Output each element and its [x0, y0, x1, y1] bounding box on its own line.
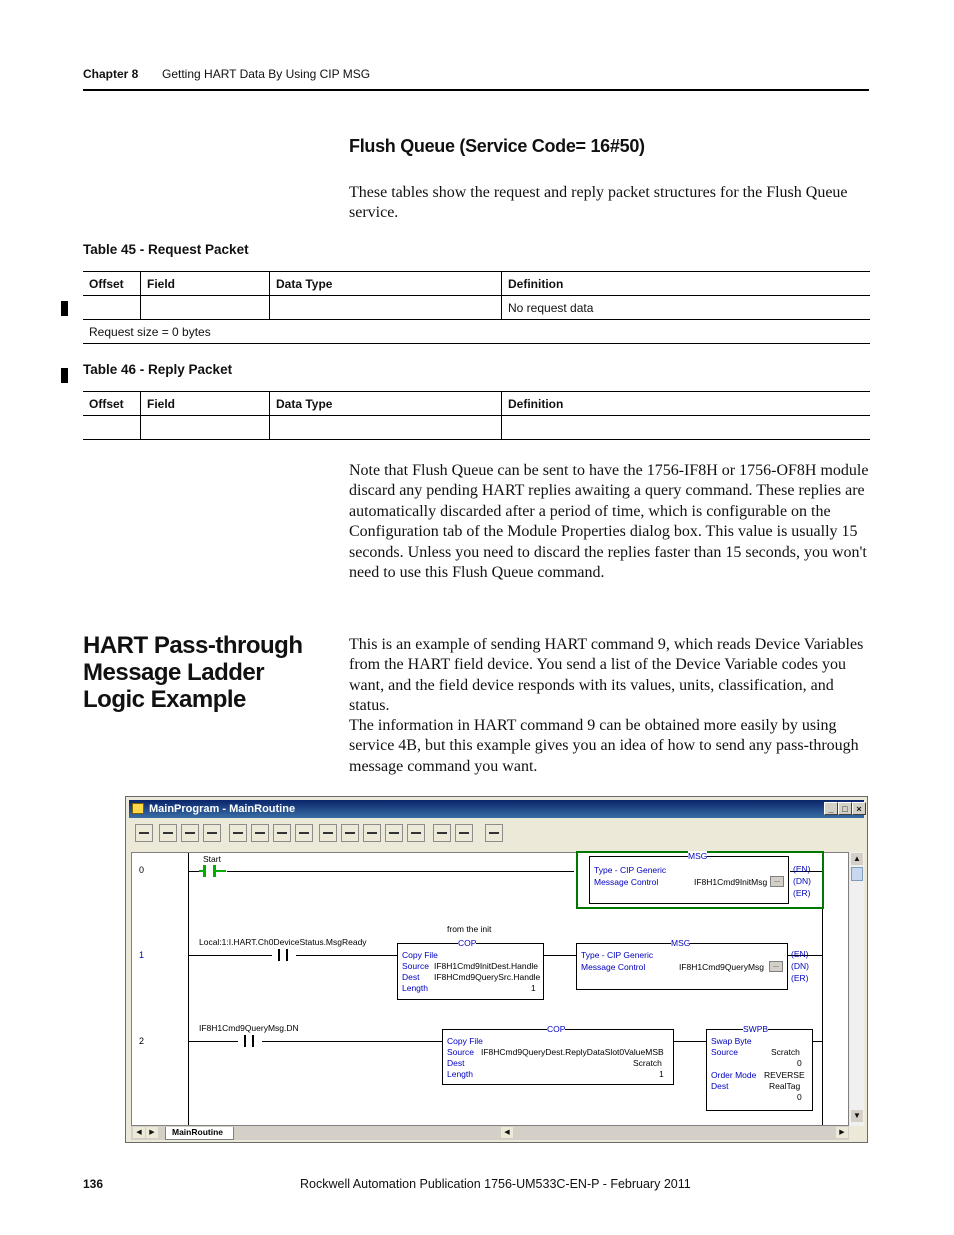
cell-definition — [502, 416, 871, 440]
swpb-source-value: 0 — [797, 1058, 802, 1068]
chapter-title: Getting HART Data By Using CIP MSG — [162, 67, 371, 81]
col-data-type: Data Type — [270, 272, 502, 296]
swpb-source-tag: Scratch — [771, 1047, 800, 1057]
swpb-source-label: Source — [711, 1047, 738, 1057]
msg-instruction[interactable] — [576, 938, 788, 990]
rung-wire — [188, 871, 574, 872]
cell-offset — [83, 296, 141, 320]
jump-icon[interactable] — [455, 824, 473, 842]
reply-packet-table — [83, 391, 870, 440]
xio-icon[interactable] — [229, 824, 247, 842]
afi-icon[interactable] — [385, 824, 403, 842]
example-paragraph-2: The information in HART command 9 can be obtained more easily by using service 4B, but this example gives you an idea of how to send any pass-through message command you want. — [349, 717, 859, 775]
close-button[interactable]: × — [852, 802, 866, 815]
swpb-name: Swap Byte — [711, 1036, 752, 1046]
window-titlebar — [129, 800, 864, 818]
cop-dest-tag: IF8HCmd9QuerySrc.Handle — [434, 972, 541, 982]
intro-paragraph: These tables show the request and reply packet structures for the Flush Queue service. — [349, 184, 848, 222]
header-rule — [83, 89, 869, 91]
cop-name: Copy File — [402, 950, 438, 960]
instruction-toolbar — [129, 821, 864, 847]
cop-dest-label: Dest — [447, 1058, 465, 1068]
table-footer-row — [83, 320, 870, 344]
instruction-title: SWPB — [743, 1024, 769, 1034]
cop-source-label: Source — [447, 1047, 474, 1057]
nop-icon[interactable] — [407, 824, 425, 842]
cop-name: Copy File — [447, 1036, 483, 1046]
rung-comment: from the init — [447, 924, 492, 934]
instruction-title: MSG — [688, 851, 708, 861]
cell-definition: No request data — [502, 296, 871, 320]
msg-type: Type - CIP Generic — [594, 865, 667, 875]
rung-wire — [812, 1041, 822, 1042]
ons-icon[interactable] — [319, 824, 337, 842]
swpb-order-label: Order Mode — [711, 1070, 757, 1080]
tab-mainroutine[interactable]: MainRoutine — [165, 1127, 234, 1140]
scroll-left-icon[interactable]: ◀ — [501, 1127, 513, 1138]
table-row — [83, 416, 870, 440]
request-packet-table — [83, 271, 870, 344]
rung-wire — [543, 955, 577, 956]
cop-source-label: Source — [402, 961, 429, 971]
cop-length-value: 1 — [659, 1069, 664, 1079]
msg-type: Type - CIP Generic — [581, 950, 654, 960]
swpb-dest-value: 0 — [797, 1092, 802, 1102]
table46-caption: Table 46 - Reply Packet — [83, 362, 233, 377]
col-data-type: Data Type — [270, 392, 502, 416]
branch-icon[interactable] — [159, 824, 177, 842]
en-output: (EN) — [793, 864, 811, 874]
cell-field — [141, 416, 270, 440]
tab-and-scroll-bar — [131, 1126, 849, 1140]
otu-icon[interactable] — [295, 824, 313, 842]
col-field: Field — [141, 272, 270, 296]
col-field: Field — [141, 392, 270, 416]
cop-instruction[interactable] — [442, 1024, 674, 1085]
swpb-order-value: REVERSE — [764, 1070, 805, 1080]
app-icon — [132, 803, 144, 814]
rung-number: 1 — [139, 950, 145, 960]
scroll-thumb[interactable] — [851, 867, 863, 881]
section-heading-flush-queue: Flush Queue (Service Code= 16#50) — [349, 136, 645, 156]
tab-next-icon[interactable]: ▶ — [146, 1127, 158, 1138]
msg-control-tag: IF8H1Cmd9InitMsg — [694, 877, 768, 887]
browse-button[interactable]: ... — [770, 876, 784, 887]
table-header-row — [83, 392, 870, 416]
col-offset: Offset — [83, 272, 141, 296]
cop-source-tag: IF8H1Cmd9InitDest.Handle — [434, 961, 538, 971]
example-paragraph-1: This is an example of sending HART command 9, which reads Device Variables from the HART field device. You send a list of the Device Variable codes you want, and the field device responds with its values, units, classification, and status. — [349, 636, 864, 715]
msg-control-tag: IF8H1Cmd9QueryMsg — [679, 962, 765, 972]
cop-dest-tag: Scratch — [633, 1058, 662, 1068]
er-output: (ER) — [793, 888, 811, 898]
publication-line: Rockwell Automation Publication 1756-UM533C-EN-P - February 2011 — [300, 1177, 691, 1191]
rung-icon[interactable] — [135, 824, 153, 842]
er-output: (ER) — [791, 973, 809, 983]
contact-tag: IF8H1Cmd9QueryMsg.DN — [199, 1023, 299, 1033]
chapter-label: Chapter 8 — [83, 67, 139, 81]
cop-length-label: Length — [402, 983, 428, 993]
note-paragraph: Note that Flush Queue can be sent to have the 1756-IF8H or 1756-OF8H module discard any pending HART replies awaiting a query command. These replies are automatically discarded after a period of time, which is configurable on the Configuration tab of the Module Properties dialog box. This value is usually 15 seconds. Unless you need to discard the replies faster than 15 seconds, you won't need to use this Flush Queue command. — [349, 462, 869, 582]
rung-wire — [673, 1041, 706, 1042]
msg-control-label: Message Control — [594, 877, 659, 887]
msg-instruction[interactable] — [589, 851, 789, 904]
scroll-up-icon[interactable]: ▲ — [851, 853, 863, 865]
en-output: (EN) — [791, 949, 809, 959]
ote-icon[interactable] — [251, 824, 269, 842]
cop-length-value: 1 — [531, 983, 536, 993]
contact-tag: Start — [203, 854, 221, 864]
table-row — [83, 296, 870, 320]
ladder-editor-window — [125, 796, 868, 1143]
scroll-right-icon[interactable]: ▶ — [836, 1127, 848, 1138]
cop-source-tag: IF8HCmd9QueryDest.ReplyDataSlot0ValueMSB — [481, 1047, 664, 1057]
cell-field — [141, 296, 270, 320]
browse-button[interactable]: ... — [769, 961, 783, 972]
dn-output: (DN) — [793, 876, 811, 886]
instruction-title: COP — [458, 938, 477, 948]
xic-contact[interactable] — [199, 865, 227, 877]
page-number: 136 — [83, 1177, 104, 1191]
osf-icon[interactable] — [363, 824, 381, 842]
col-definition: Definition — [502, 392, 871, 416]
msg-control-label: Message Control — [581, 962, 646, 972]
request-size: Request size = 0 bytes — [83, 320, 870, 344]
ladder-canvas — [131, 852, 849, 1126]
branch-level-icon[interactable] — [181, 824, 199, 842]
dn-output: (DN) — [791, 961, 809, 971]
minimize-button[interactable]: _ — [824, 802, 838, 815]
cop-length-label: Length — [447, 1069, 473, 1079]
cop-dest-label: Dest — [402, 972, 420, 982]
cop-instruction[interactable] — [397, 938, 544, 1000]
rung-wire — [188, 1041, 442, 1042]
otl-icon[interactable] — [273, 824, 291, 842]
vertical-scrollbar[interactable] — [850, 852, 864, 1126]
left-power-rail — [188, 853, 189, 1125]
swpb-instruction[interactable] — [706, 1024, 813, 1111]
cell-offset — [83, 416, 141, 440]
contact-tag: Local:1:I.HART.Ch0DeviceStatus.MsgReady — [199, 937, 367, 947]
cell-data-type — [270, 416, 502, 440]
xic-contact[interactable] — [272, 949, 296, 961]
scroll-down-icon[interactable]: ▼ — [851, 1110, 863, 1122]
rung-number: 0 — [139, 865, 145, 875]
maximize-button[interactable]: □ — [838, 802, 852, 815]
instruction-title: COP — [547, 1024, 566, 1034]
col-definition: Definition — [502, 272, 871, 296]
instruction-title: MSG — [671, 938, 691, 948]
arrow-right-icon[interactable] — [485, 824, 503, 842]
col-offset: Offset — [83, 392, 141, 416]
goto-icon[interactable] — [433, 824, 451, 842]
tab-prev-icon[interactable]: ◀ — [133, 1127, 145, 1138]
window-title: MainProgram - MainRoutine — [149, 803, 296, 815]
xic-contact[interactable] — [238, 1035, 262, 1047]
rung-number: 2 — [139, 1036, 145, 1046]
swpb-dest-tag: RealTag — [769, 1081, 801, 1091]
section-heading-ladder-example: HART Pass-through Message Ladder Logic Example — [83, 632, 303, 713]
cell-data-type — [270, 296, 502, 320]
swpb-dest-label: Dest — [711, 1081, 729, 1091]
change-bar — [61, 368, 68, 383]
change-bar — [61, 301, 68, 316]
xic-icon[interactable] — [203, 824, 221, 842]
table-header-row — [83, 272, 870, 296]
table45-caption: Table 45 - Request Packet — [83, 242, 249, 257]
osr-icon[interactable] — [341, 824, 359, 842]
